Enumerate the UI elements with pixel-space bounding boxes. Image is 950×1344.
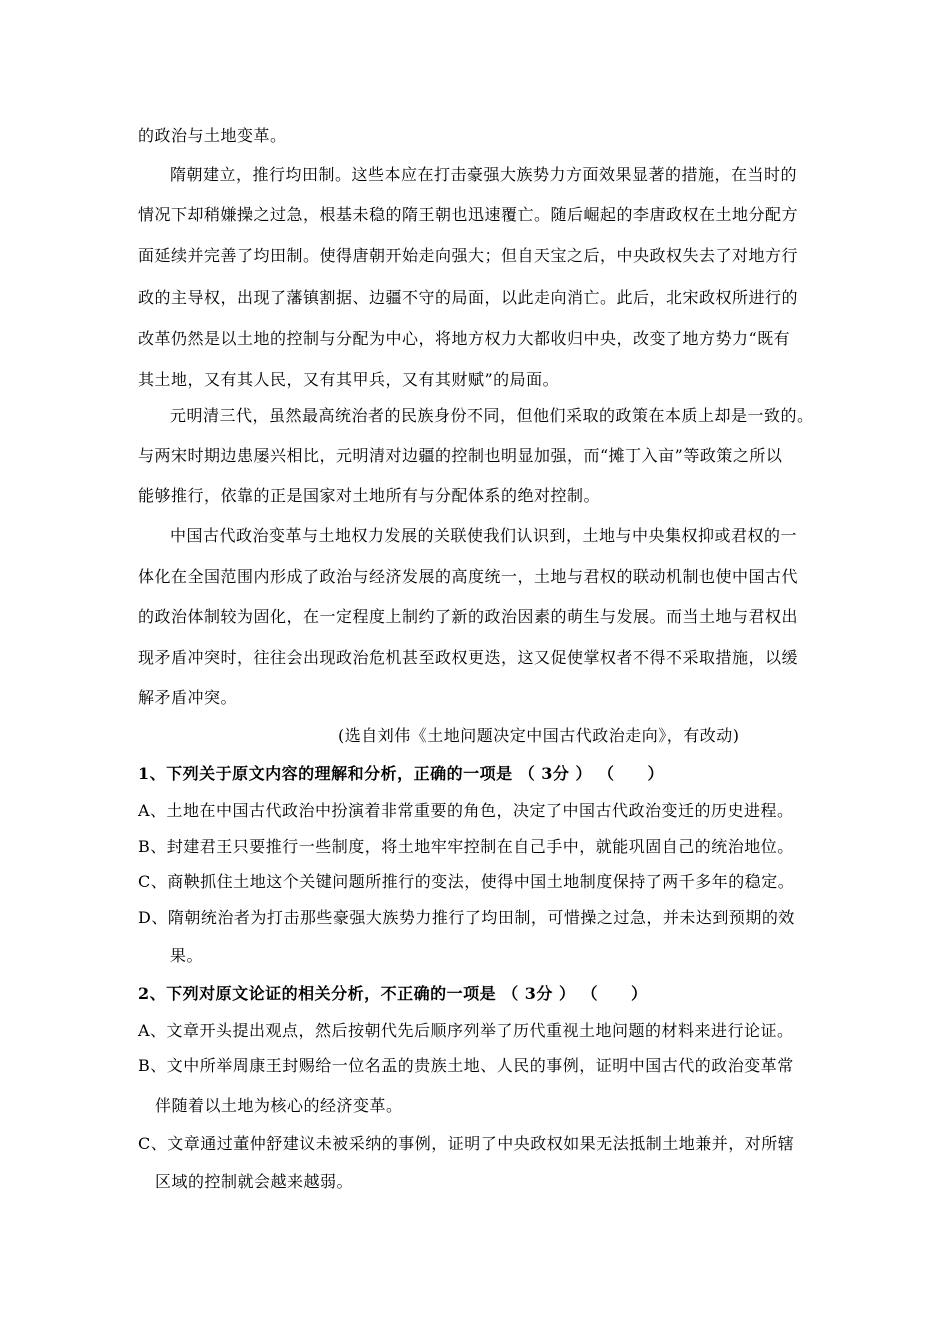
article-line: 中国古代政治变革与土地权力发展的关联使我们认识到，土地与中央集权抑或君权的一 bbox=[170, 526, 798, 545]
question-option: D、隋朝统治者为打击那些豪强大族势力推行了均田制，可惜操之过急，并未达到预期的效 bbox=[138, 908, 795, 927]
article-line: 与两宋时期边患屡兴相比，元明清对边疆的控制也明显加强，而“摊丁入亩”等政策之所以 bbox=[138, 446, 783, 465]
question-option-continuation: 区域的控制就会越来越弱。 bbox=[155, 1172, 354, 1191]
article-line: 改革仍然是以土地的控制与分配为中心，将地方权力大都收归中央，改变了地方势力“既有 bbox=[138, 329, 791, 348]
question-option: B、文中所举周康王封赐给一位名盂的贵族土地、人民的事例，证明中国古代的政治变革常 bbox=[138, 1056, 794, 1075]
question-option: C、商鞅抓住土地这个关键问题所推行的变法，使得中国土地制度保持了两千多年的稳定。 bbox=[138, 872, 795, 891]
question-option: C、文章通过董仲舒建议未被采纳的事例，证明了中央政权如果无法抵制土地兼并，对所辖 bbox=[138, 1134, 795, 1153]
article-line: 情况下却稍嫌操之过急，根基未稳的隋王朝也迅速覆亡。随后崛起的李唐政权在土地分配方 bbox=[138, 205, 799, 224]
article-line: 政的主导权，出现了藩镇割据、边疆不守的局面，以此走向消亡。此后，北宋政权所进行的 bbox=[138, 288, 799, 307]
question-stem: 2、下列对原文论证的相关分析，不正确的一项是 （ 3分 ） （ ） bbox=[138, 984, 648, 1003]
question-option: A、土地在中国古代政治中扮演着非常重要的角色，决定了中国古代政治变迁的历史进程。 bbox=[138, 801, 794, 820]
question-option: B、封建君王只要推行一些制度，将土地牢牢控制在自己手中，就能巩固自己的统治地位。 bbox=[138, 837, 794, 856]
question-stem: 1、下列关于原文内容的理解和分析，正确的一项是 （ 3分 ） （ ） bbox=[138, 764, 665, 783]
question-option: A、文章开头提出观点，然后按朝代先后顺序列举了历代重视土地问题的材料来进行论证。 bbox=[138, 1021, 794, 1040]
question-option-continuation: 伴随着以土地为核心的经济变革。 bbox=[155, 1096, 403, 1115]
question-option-continuation: 果。 bbox=[170, 946, 204, 965]
article-line: 元明清三代，虽然最高统治者的民族身份不同，但他们采取的政策在本质上却是一致的。 bbox=[170, 406, 814, 425]
article-line: 现矛盾冲突时，往往会出现政治危机甚至政权更迭，这又促使掌权者不得不采取措施，以缓 bbox=[138, 648, 799, 667]
article-line: 体化在全国范围内形成了政治与经济发展的高度统一，土地与君权的联动机制也使中国古代 bbox=[138, 567, 799, 586]
article-line: 其土地，又有其人民，又有其甲兵，又有其财赋”的局面。 bbox=[138, 370, 560, 389]
article-line: 的政治与土地变革。 bbox=[138, 126, 287, 145]
article-line: 解矛盾冲突。 bbox=[138, 688, 238, 707]
article-line: 隋朝建立，推行均田制。这些本应在打击豪强大族势力方面效果显著的措施，在当时的 bbox=[170, 165, 798, 184]
article-line: 的政治体制较为固化，在一定程度上制约了新的政治因素的萌生与发展。而当土地与君权出 bbox=[138, 607, 799, 626]
article-line: 面延续并完善了均田制。使得唐朝开始走向强大；但自天宝之后，中央政权失去了对地方行 bbox=[138, 246, 799, 265]
article-line: 能够推行，依靠的正是国家对土地所有与分配体系的绝对控制。 bbox=[138, 486, 601, 505]
article-source: (选自刘伟《土地问题决定中国古代政治走向》，有改动) bbox=[338, 726, 740, 745]
